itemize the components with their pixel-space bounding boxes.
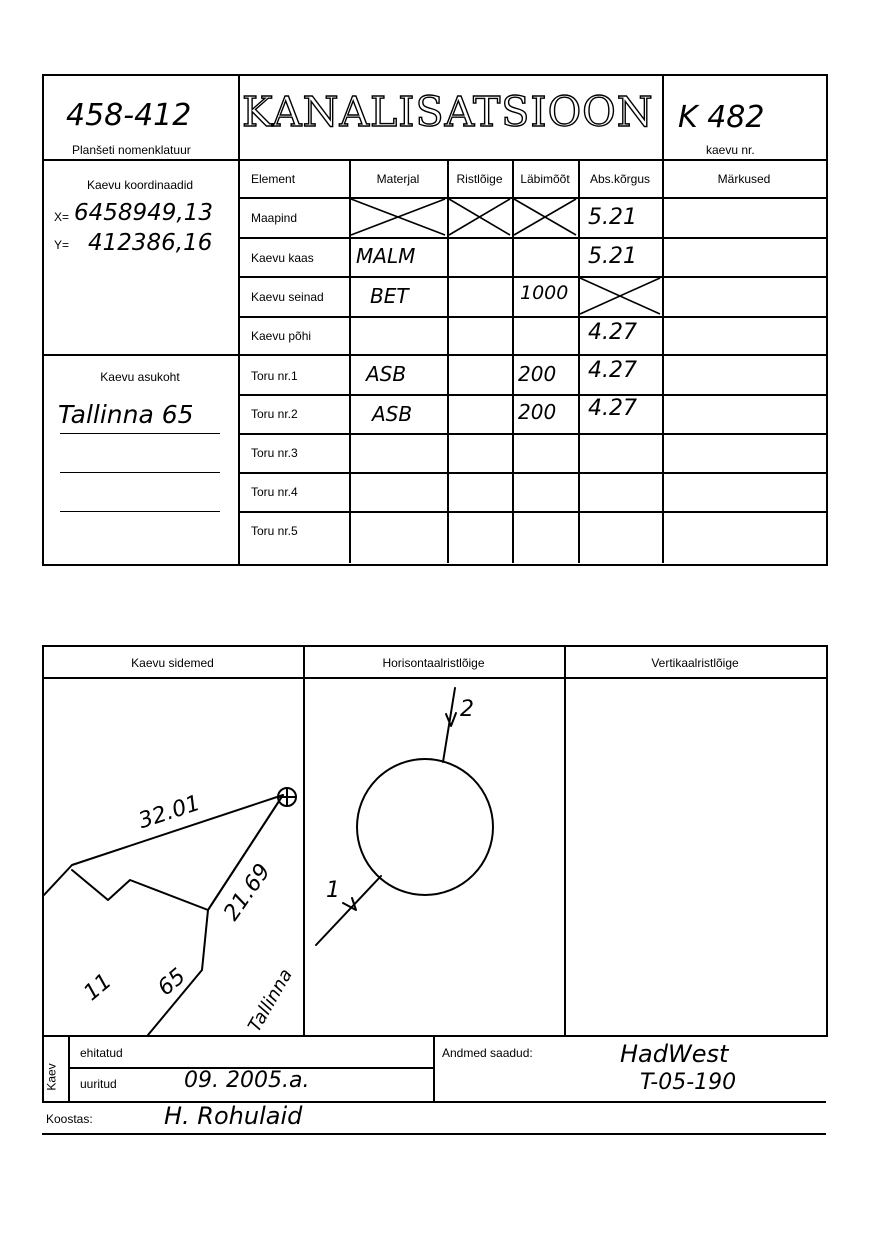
andmed-code: T-05-190 xyxy=(640,1070,737,1095)
cell-value: ASB xyxy=(366,362,407,386)
street-name: Tallinna xyxy=(244,965,297,1036)
col-header-ristloige: Ristlõige xyxy=(456,172,503,186)
x-value: 6458949,13 xyxy=(74,200,214,226)
well-no-label: kaevu nr. xyxy=(706,143,755,157)
cell-value: 5.21 xyxy=(588,205,637,230)
uuritud-value: 09. 2005.a. xyxy=(184,1068,310,1093)
row-label: Kaevu põhi xyxy=(251,329,312,343)
well-cross xyxy=(279,789,295,805)
distance-1: 32.01 xyxy=(135,790,204,835)
nomenclature-value: 458-412 xyxy=(66,98,192,133)
col-header-materjal: Materjal xyxy=(376,172,420,186)
cell-value: 200 xyxy=(518,362,557,386)
pipe-2-line xyxy=(443,688,455,762)
koostas-label: Koostas: xyxy=(46,1112,93,1126)
col-header-markused: Märkused xyxy=(717,172,771,186)
pipe-1-label: 1 xyxy=(326,878,340,903)
form-title: KANALISATSIOON xyxy=(242,88,654,136)
cell-value: 5.21 xyxy=(588,244,637,269)
cell-value: 4.27 xyxy=(588,358,637,383)
house-number: 65 xyxy=(153,963,191,1002)
koostas-value: H. Rohulaid xyxy=(164,1102,303,1130)
nomenclature-label: Planšeti nomenklatuur xyxy=(72,143,191,157)
cell-value: BET xyxy=(370,284,409,308)
footer-v-side xyxy=(68,1035,70,1101)
cell-value: 1000 xyxy=(520,282,569,304)
ehitatud-label: ehitatud xyxy=(80,1046,123,1060)
location-value: Tallinna 65 xyxy=(58,400,194,429)
footer-bottom-line xyxy=(42,1101,826,1103)
cell-value: 200 xyxy=(518,400,557,424)
cell-value: 4.27 xyxy=(588,396,637,421)
kaev-side-label: Kaev xyxy=(44,1063,59,1091)
well-no-value: K 482 xyxy=(678,100,765,135)
coords-label: Kaevu koordinaadid xyxy=(86,178,194,192)
distance-2: 21.69 xyxy=(219,859,276,926)
andmed-signature: HadWest xyxy=(620,1040,729,1068)
uuritud-label: uuritud xyxy=(80,1077,117,1091)
row-label: Kaevu seinad xyxy=(251,290,324,304)
row-label: Toru nr.4 xyxy=(251,485,298,499)
cell-value: MALM xyxy=(356,244,416,268)
row-label: Toru nr.2 xyxy=(251,407,298,421)
row-label: Toru nr.3 xyxy=(251,446,298,460)
cell-value: 4.27 xyxy=(588,320,637,345)
koostas-line xyxy=(42,1133,826,1135)
location-label: Kaevu asukoht xyxy=(100,370,180,384)
sketch-header-vertikaal: Vertikaalristlõige xyxy=(651,656,739,670)
y-value: 412386,16 xyxy=(88,230,213,256)
col-header-element: Element xyxy=(251,172,296,186)
row-label: Toru nr.1 xyxy=(251,369,298,383)
cell-value: ASB xyxy=(372,402,413,426)
y-prefix: Y= xyxy=(54,238,70,252)
col-header-abs: Abs.kõrgus xyxy=(589,172,651,186)
x-prefix: X= xyxy=(54,210,70,224)
sketch-header-horisontaal: Horisontaalristlõige xyxy=(382,656,485,670)
row-label: Toru nr.5 xyxy=(251,524,298,538)
sketch-header-sidemed: Kaevu sidemed xyxy=(131,656,214,670)
andmed-label: Andmed saadud: xyxy=(442,1046,533,1060)
row-label: Maapind xyxy=(251,211,298,225)
row-label: Kaevu kaas xyxy=(251,251,314,265)
manhole-circle xyxy=(357,759,493,895)
pipe-2-label: 2 xyxy=(460,697,474,722)
footer-v-mid xyxy=(433,1035,435,1101)
col-header-labimoot: Läbimõõt xyxy=(520,172,570,186)
label-11: 11 xyxy=(79,968,117,1007)
